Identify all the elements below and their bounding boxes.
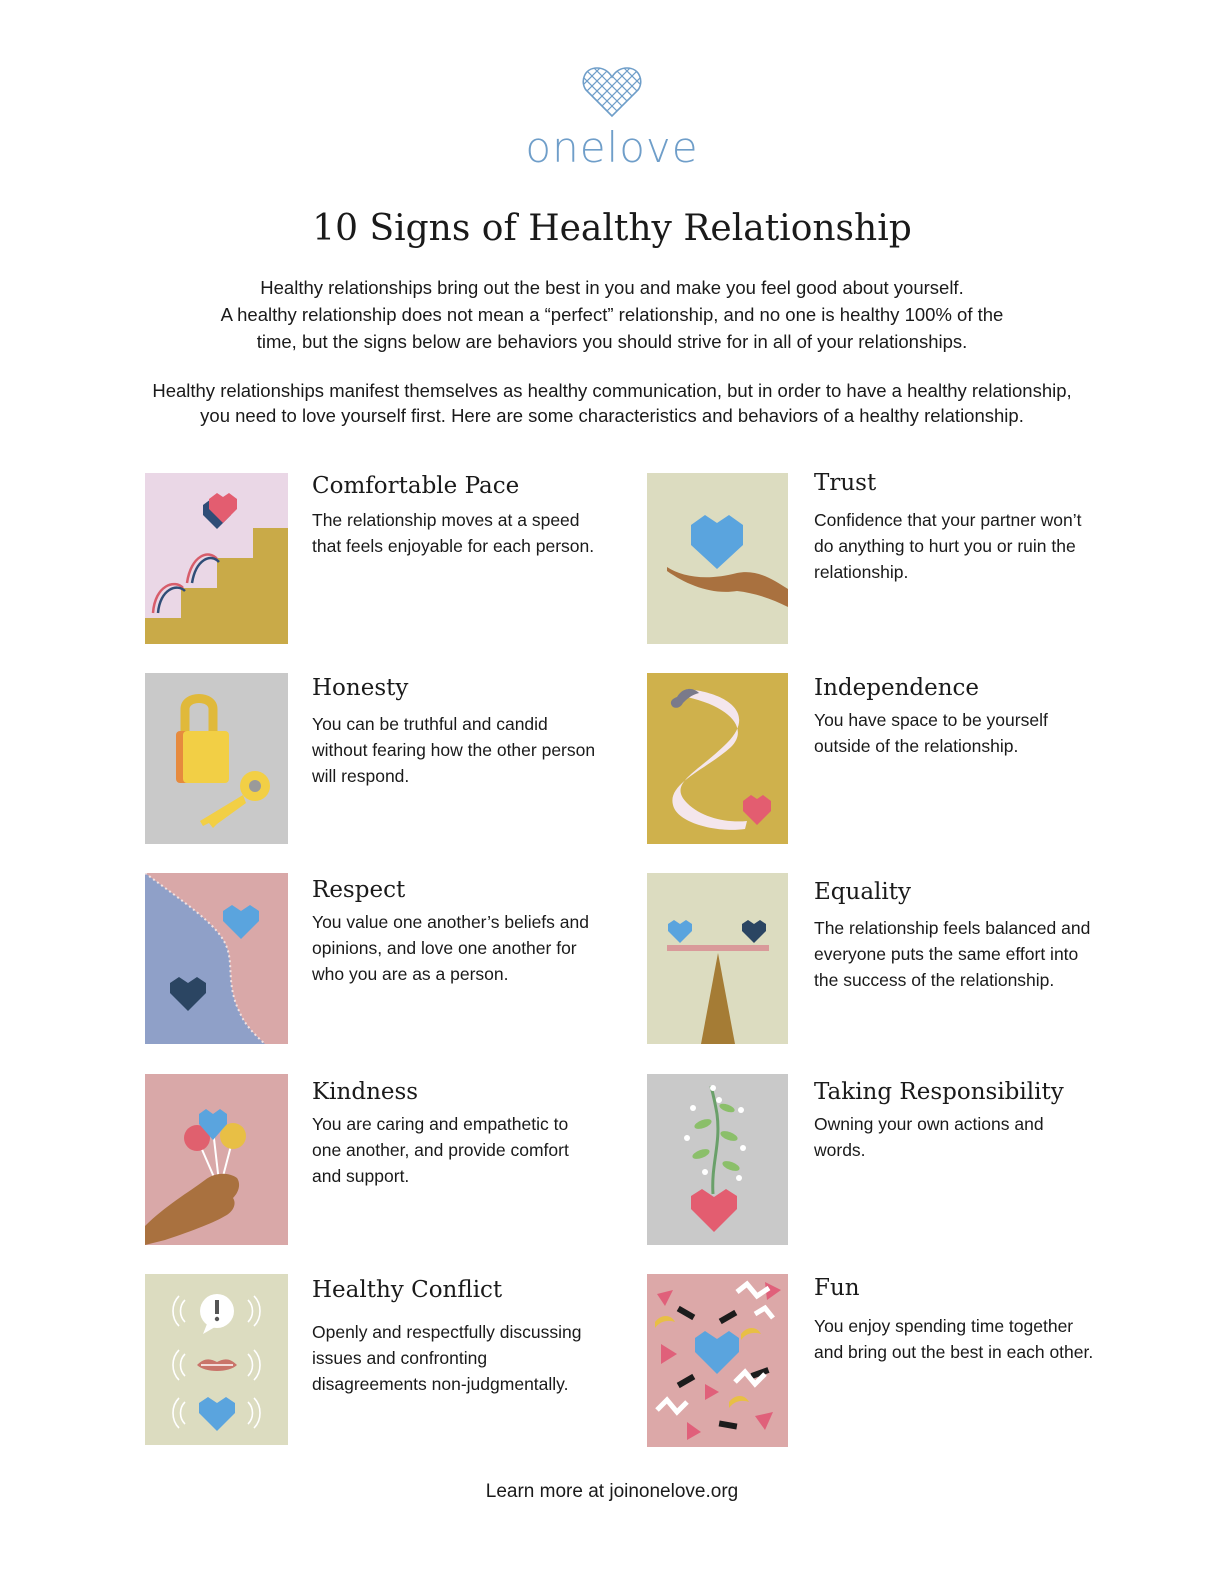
footer-learn-more: Learn more at joinonelove.org [485, 1481, 739, 1502]
sign-description: Confidence that your partner won’t do anything to hurt you or ruin the relationship. [814, 510, 1082, 582]
intro-line: Healthy relationships manifest themselves as healthy communication, but in order to have a healthy relationship, [152, 380, 1072, 401]
sign-description: You are caring and empathetic to one another, and provide comfort and support. [312, 1114, 569, 1186]
sign-title: Trust [814, 470, 877, 496]
sign-card-healthy-conflict [145, 1274, 615, 1446]
hand-balloons-icon [145, 1074, 288, 1245]
intro-line: time, but the signs below are behaviors you should strive for in all of your relationships. [256, 331, 968, 352]
intro-line: you need to love yourself first. Here are some characteristics and behaviors of a healthy relationship. [200, 405, 1024, 426]
sign-card-kindness [145, 1074, 615, 1246]
sign-card-independence [647, 673, 1117, 845]
speech-lips-heart-icon [145, 1274, 288, 1445]
intro-line: A healthy relationship does not mean a “perfect” relationship, and no one is healthy 100% of the [220, 304, 1004, 325]
bird-ribbon-heart-icon [647, 673, 790, 844]
sign-card-taking-responsibility [647, 1074, 1117, 1246]
sign-card-honesty [145, 673, 615, 845]
heart-plant-icon [647, 1074, 790, 1245]
sign-title: Honesty [312, 675, 409, 701]
stairs-heart-icon [145, 473, 288, 644]
sign-description: The relationship moves at a speed that feels enjoyable for each person. [312, 510, 595, 556]
sign-title: Comfortable Pace [312, 473, 520, 499]
sign-card-equality [647, 873, 1117, 1045]
page-title: 10 Signs of Healthy Relationship [312, 208, 912, 249]
sign-title: Healthy Conflict [312, 1277, 503, 1303]
balance-scale-icon [647, 873, 790, 1044]
sign-title: Fun [814, 1275, 860, 1301]
sign-description: You enjoy spending time together and bring out the best in each other. [814, 1316, 1094, 1362]
confetti-heart-icon [647, 1274, 790, 1447]
logo [0, 66, 1224, 172]
brand-wordmark: onelove [525, 123, 699, 172]
sign-title: Equality [814, 879, 911, 905]
sign-description: You can be truthful and candid without fearing how the other person will respond. [312, 714, 596, 786]
sign-card-fun [647, 1274, 1117, 1446]
sign-card-trust [647, 470, 1117, 645]
sign-title: Taking Responsibility [814, 1079, 1064, 1105]
sign-description: You value one another’s beliefs and opinions, and love one another for who you are as a person. [312, 912, 589, 984]
sign-description: Openly and respectfully discussing issues and confronting disagreements non-judgmentally. [312, 1322, 582, 1394]
intro-line: Healthy relationships bring out the best in you and make you feel good about yourself. [260, 277, 964, 298]
padlock-key-icon [145, 673, 288, 844]
lattice-heart-icon [582, 66, 642, 118]
sign-description: The relationship feels balanced and everyone puts the same effort into the success of the relationship. [814, 918, 1091, 990]
sign-card-respect [145, 873, 615, 1045]
sign-card-comfortable-pace [145, 473, 615, 645]
two-hearts-icon [145, 873, 288, 1044]
hand-holding-heart-icon [647, 473, 790, 644]
intro-paragraph-1 [0, 274, 1224, 355]
sign-description: You have space to be yourself outside of the relationship. [814, 710, 1048, 756]
sign-title: Kindness [312, 1079, 419, 1105]
sign-title: Independence [814, 675, 980, 701]
sign-title: Respect [312, 877, 406, 903]
intro-paragraph-2 [0, 378, 1224, 428]
sign-description: Owning your own actions and words. [814, 1114, 1044, 1160]
